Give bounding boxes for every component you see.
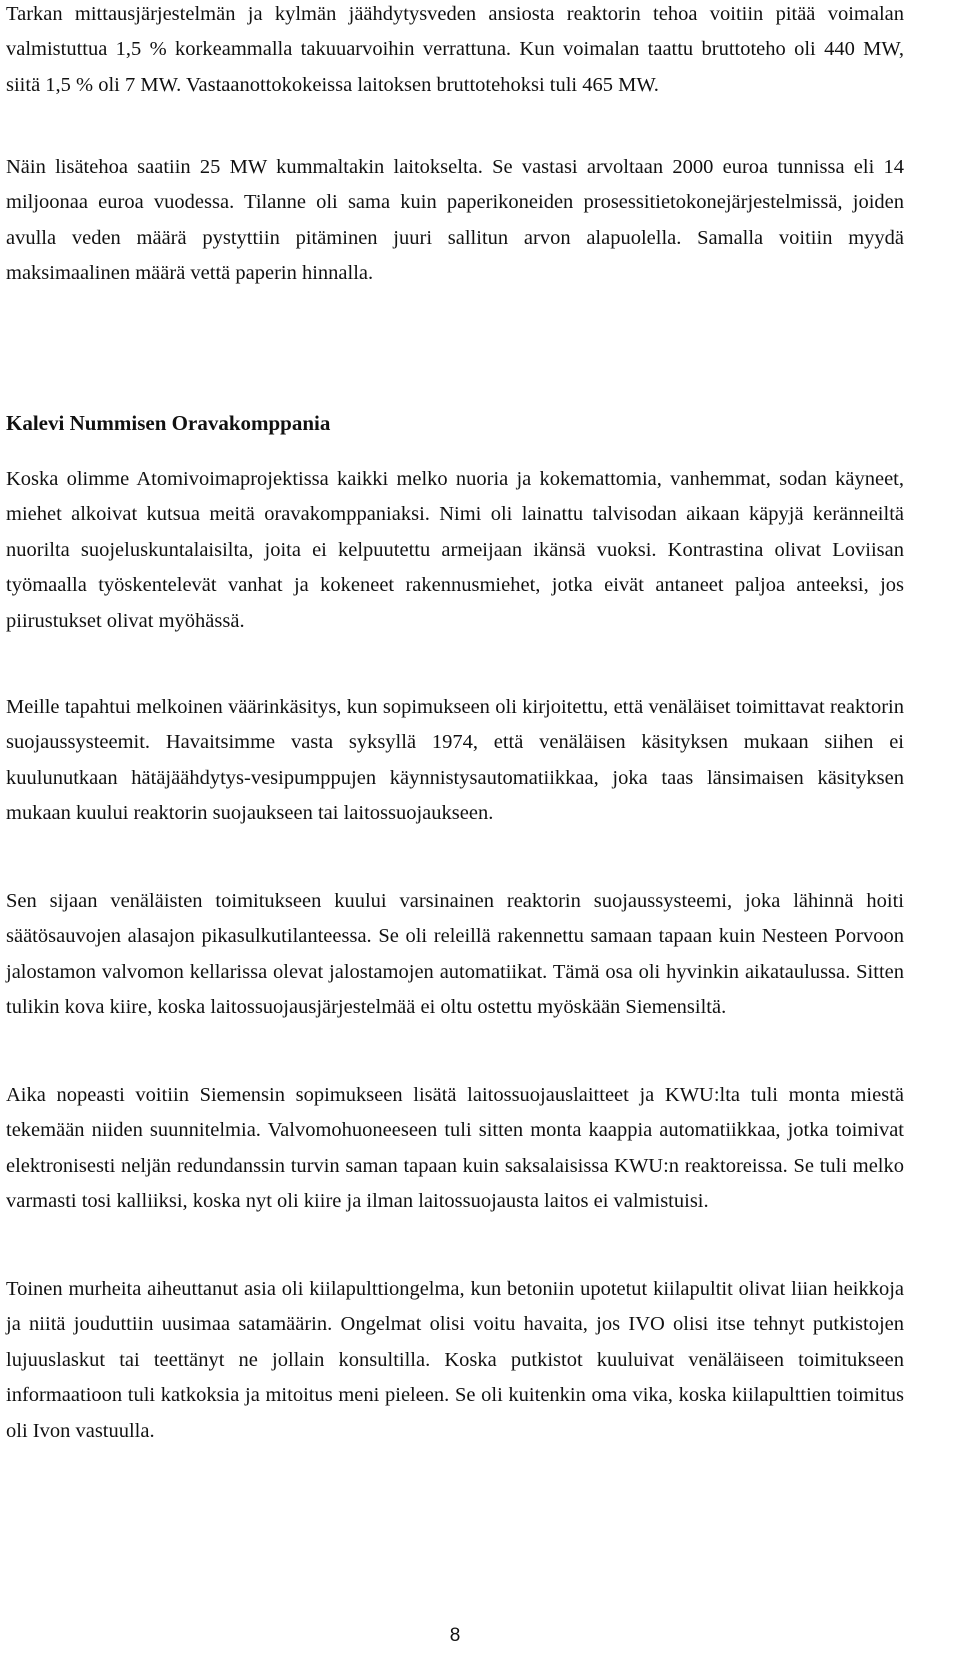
paragraph-siemens-contract: Aika nopeasti voitiin Siemensin sopimukseen lisätä laitossuojauslaitteet ja KWU:lta tuli monta miestä tekemään niiden suunnitelmia. Valvomohuoneeseen tuli sitten monta kaappia automatiikkaa, jotka toimivat elektronisesti neljän redundanssin turvin saman tapaan kuin saksalaisissa KWU:n reaktoreissa. Se tuli melko varmasti tosi kalliiksi, koska nyt oli kiire ja ilman laitossuojausta laitos ei valmistuisi. <box>6 1084 904 1213</box>
section-heading: Kalevi Nummisen Oravakomppania <box>6 411 331 435</box>
paragraph-squirrel-company: Koska olimme Atomivoimaprojektissa kaikki melko nuoria ja kokemattomia, vanhemmat, sodan käyneet, miehet alkoivat kutsua meitä oravakomppaniaksi. Nimi oli lainattu talvisodan aikaan käpyjä keränneiltä nuorilta suojeluskuntalaisilta, joita ei kelpuutettu armeijaan ikänsä vuoksi. Kontrastina olivat Loviisan työmaalla työskentelevät vanhat ja kokeneet rakennusmiehet, jotka eivät antaneet paljoa anteeksi, jos piirustukset olivat myöhässä. <box>6 468 904 632</box>
page-number: 8 <box>449 1625 461 1646</box>
paragraph-misunderstanding: Meille tapahtui melkoinen väärinkäsitys, kun sopimukseen oli kirjoitettu, että venäläiset toimittavat reaktorin suojaussysteemit. Havaitsimme vasta syksyllä 1974, että venäläisen käsityksen mukaan siihen ei kuulunutkaan hätäjäähdytys-vesipumppujen käynnistysautomatiikkaa, joka taas länsimaisen käsityksen mukaan kuului reaktorin suojaukseen tai laitossuojaukseen. <box>6 696 904 825</box>
paragraph-wedge-bolts: Toinen murheita aiheuttanut asia oli kiilapulttiongelma, kun betoniin upotetut kiilapultit olivat liian heikkoja ja niitä jouduttiin uusimaa satamäärin. Ongelmat olisi voitu havaita, jos IVO olisi itse tehnyt putkistojen lujuuslaskut tai teettänyt ne jollain konsultilla. Koska putkistot kuuluivat venäläiseen toimitukseen informaatioon tuli katkoksia ja mitoitus meni pieleen. Se oli kuitenkin oma vika, koska kiilapulttien toimitus oli Ivon vastuulla. <box>6 1278 904 1442</box>
paragraph-extra-power: Näin lisätehoa saatiin 25 MW kummaltakin laitokselta. Se vastasi arvoltaan 2000 euroa tunnissa eli 14 miljoonaa euroa vuodessa. Tilanne oli sama kuin paperikoneiden prosessitietokonejärjestelmissä, joiden avulla veden määrä pystyttiin pitäminen juuri sallitun arvon alapuolella. Samalla voitiin myydä maksimaalinen määrä vettä paperin hinnalla. <box>6 156 904 285</box>
paragraph-protection-system: Sen sijaan venäläisten toimitukseen kuului varsinainen reaktorin suojaussysteemi, joka lähinnä hoiti säätösauvojen alasajon pikasulkutilanteessa. Se oli releillä rakennettu samaan tapaan kuin Nesteen Porvoon jalostamon valvomon kellarissa olevat jalostamojen automatiikat. Tämä osa oli hyvinkin aikataulussa. Sitten tulikin kova kiire, koska laitossuojausjärjestelmää ei oltu ostettu myöskään Siemensiltä. <box>6 890 904 1019</box>
paragraph-measurement-system: Tarkan mittausjärjestelmän ja kylmän jäähdytysveden ansiosta reaktorin tehoa voitiin pitää voimalan valmistuttua 1,5 % korkeammalla takuuarvoihin verrattuna. Kun voimalan taattu bruttoteho oli 440 MW, siitä 1,5 % oli 7 MW. Vastaanottokokeissa laitoksen bruttotehoksi tuli 465 MW. <box>6 3 904 96</box>
